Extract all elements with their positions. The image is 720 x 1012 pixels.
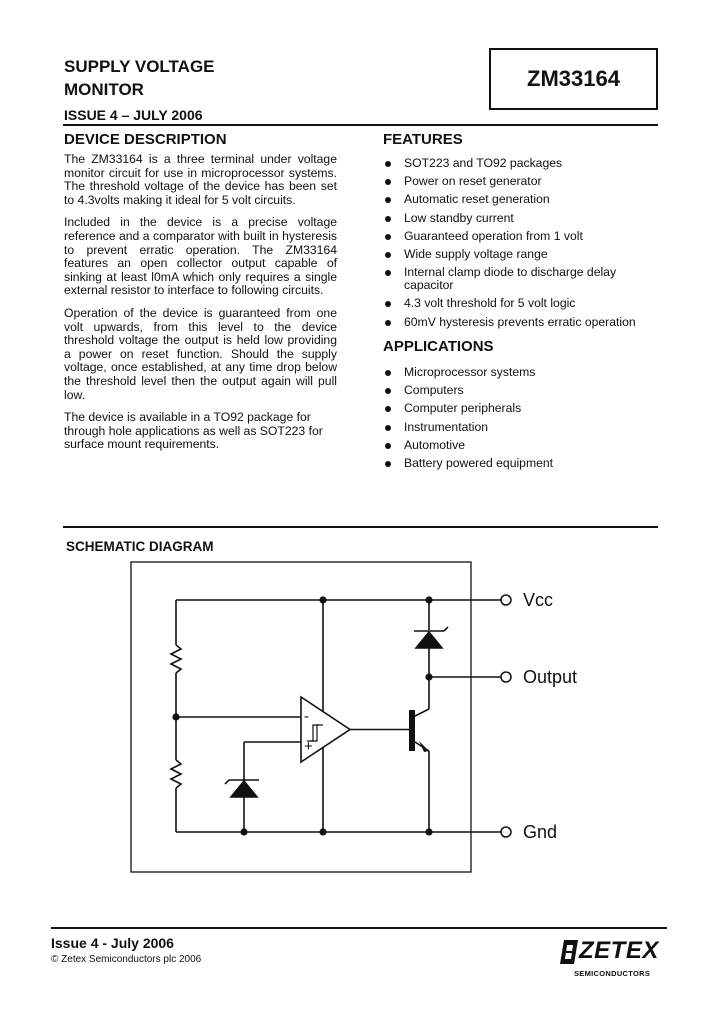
application-item: Instrumentation [383,421,658,434]
feature-item: Power on reset generator [383,175,658,188]
feature-item: Guaranteed operation from 1 volt [383,230,658,243]
applications-heading: APPLICATIONS [383,338,494,355]
logo-subtitle: SEMICONDUCTORS [574,969,651,978]
zener-diode-reference [231,781,257,797]
feature-item: 4.3 volt threshold for 5 volt logic [383,297,658,310]
pin-gnd-label: Gnd [523,822,558,842]
logo-wordmark: ZETEX [579,937,659,964]
resistor-upper [171,645,181,673]
title-line-2: MONITOR [64,80,144,99]
description-paragraph: The device is available in a TO92 package for through hole applications as well as SOT223 for surface mount requirements. [64,410,323,452]
application-item: Automotive [383,439,658,452]
zetex-emblem-icon [560,940,578,964]
feature-item: 60mV hysteresis prevents erratic operation [383,316,658,329]
application-item: Computers [383,384,658,397]
comparator-plus-label: + [304,738,313,755]
feature-item: Automatic reset generation [383,193,658,206]
emitter-arrow [419,741,429,752]
feature-item: Internal clamp diode to discharge delay capacitor [383,266,658,292]
pin-gnd-terminal [501,827,511,837]
device-description-heading: DEVICE DESCRIPTION [64,131,227,148]
title-line-1: SUPPLY VOLTAGE [64,57,215,76]
footer-issue: Issue 4 - July 2006 [51,935,174,951]
feature-item: Wide supply voltage range [383,248,658,261]
features-heading: FEATURES [383,131,463,148]
application-item: Computer peripherals [383,402,658,415]
footer-divider [51,927,667,929]
zetex-logo [560,938,672,980]
resistor-lower [171,760,181,788]
description-paragraph: Operation of the device is guaranteed from one volt upwards, from this level to the device threshold voltage the output is held low providing a power on reset function. Should the supply voltage, once established, at any time drop below the threshold level then the output again will pull low. [64,305,337,402]
description-paragraph: The ZM33164 is a three terminal under voltage monitor circuit for use in microprocessor systems. The threshold voltage of the device has been set to 4.3volts making it ideal for 5 volt circuits. [64,152,337,207]
zener-diode-vcc [416,632,442,648]
comparator-minus-label: - [304,708,309,725]
pin-output-terminal [501,672,511,682]
issue-date: ISSUE 4 – JULY 2006 [64,107,203,123]
part-number: ZM33164 [527,66,620,91]
transistor-base [409,710,415,751]
pin-vcc-label: Vcc [523,590,554,610]
description-paragraph: Included in the device is a precise voltage reference and a comparator with built in hysteresis to prevent erratic operation. The ZM33164 features an open collector output capable of sinking at least l0mA which only requires a single external resistor to interface to following circuits. [64,215,337,298]
schematic-heading: SCHEMATIC DIAGRAM [66,539,214,554]
pin-vcc-terminal [501,595,511,605]
footer-copyright: © Zetex Semiconductors plc 2006 [51,954,202,965]
feature-item: Low standby current [383,212,658,225]
feature-item: SOT223 and TO92 packages [383,157,658,170]
application-item: Battery powered equipment [383,457,658,470]
application-item: Microprocessor systems [383,366,658,379]
pin-output-label: Output [523,667,578,687]
